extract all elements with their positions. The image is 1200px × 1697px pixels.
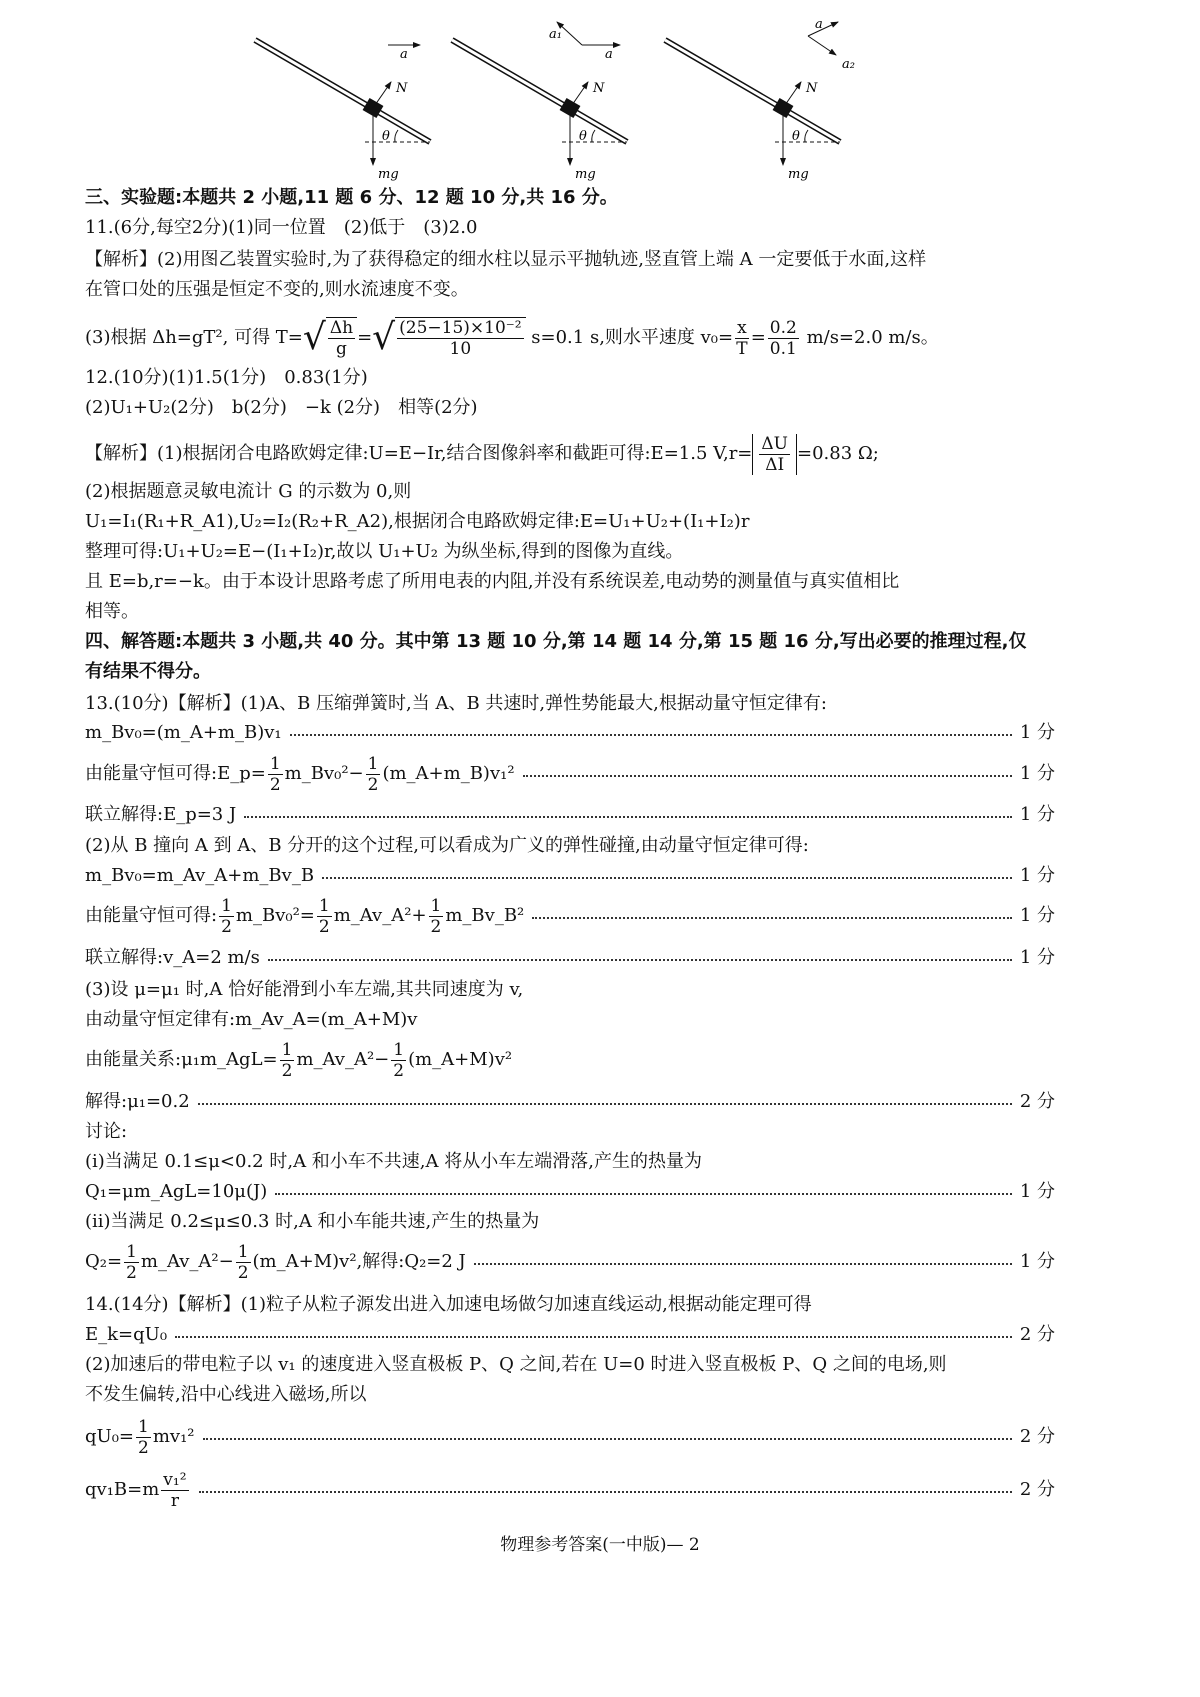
q13-step (85, 864, 1055, 888)
q11-analysis-line1: 【解析】(2)用图乙装置实验时,为了获得稳定的细水柱以显示平抛轨迹,竖直管上端 A 一定要低于水面,这样 (85, 249, 927, 270)
q13-step (85, 752, 1055, 796)
formula: 解得:μ₁=0.2 (85, 1091, 190, 1112)
q13-line16: (ⅱ)当满足 0.2≤μ≤0.3 时,A 和小车能共速,产生的热量为 (85, 1211, 540, 1232)
diagram-1 (255, 40, 430, 182)
q13-line1: 13.(10分)【解析】(1)A、B 压缩弹簧时,当 A、B 共速时,弹性势能最大,根据动量守恒定律有: (85, 693, 827, 714)
numerator: 1 (138, 1416, 149, 1437)
formula: m_Bv₀=m_Av_A+m_Bv_B (85, 865, 315, 886)
denominator: 2 (138, 1437, 149, 1458)
accel-a2-label: a₂ (842, 57, 855, 72)
denominator: 2 (126, 1262, 137, 1283)
section-4-heading-cont: 有结果不得分。 (85, 661, 211, 682)
q12-line4: 整理可得:U₁+U₂=E−(I₁+I₂)r,故以 U₁+U₂ 为纵坐标,得到的图像为直线。 (85, 541, 684, 562)
q11-formula (85, 316, 1055, 360)
denominator: 2 (367, 774, 379, 795)
q12-line3: U₁=I₁(R₁+R_A1),U₂=I₂(R₂+R_A2),根据闭合电路欧姆定律:E=U₁+U₂+(I₁+I₂)r (85, 511, 750, 532)
q11-answer: 11.(6分,每空2分)(1)同一位置 (2)低于 (3)2.0 (85, 217, 478, 238)
diagram-3 (665, 17, 855, 182)
text: Q₂= (85, 1251, 123, 1272)
score: 2 分 (1019, 1091, 1055, 1112)
accel-a1-label: a₁ (549, 27, 562, 42)
text: (3)根据 Δh=gT², 可得 T= (85, 327, 303, 348)
numerator: 1 (430, 895, 442, 916)
numerator: x (737, 317, 747, 338)
leader-dots (244, 816, 1012, 818)
normal-force-label: N (396, 81, 408, 96)
leader-dots (290, 734, 1012, 736)
text: s=0.1 s,则水平速度 v₀= (525, 327, 734, 348)
score: 1 分 (1019, 1251, 1055, 1272)
text: 由能量关系:μ₁m_AgL= (85, 1049, 278, 1070)
numerator: 1 (126, 1241, 137, 1262)
text: m_Bv₀²= (235, 905, 315, 926)
text: m_Av_A²+ (333, 905, 427, 926)
denominator: 2 (221, 916, 232, 937)
score: 1 分 (1019, 865, 1055, 886)
q14-line4: 不发生偏转,沿中心线进入磁场,所以 (85, 1384, 367, 1405)
q13-step (85, 946, 1055, 970)
leader-dots (198, 1103, 1012, 1105)
score: 2 分 (1019, 1324, 1055, 1345)
text: m_Bv₀²− (284, 763, 364, 784)
text: qU₀= (85, 1426, 134, 1447)
leader-dots (532, 917, 1012, 919)
text: (m_A+M)v² (408, 1049, 513, 1070)
numerator: 0.2 (769, 317, 797, 338)
q13-step (85, 1240, 1055, 1284)
sqrt: √ $\frac{\text{(25−15)×10⁻²}}{10}$ (372, 317, 525, 359)
numerator: 1 (269, 753, 281, 774)
numerator: ΔU (761, 433, 788, 454)
formula: Q₁=μm_AgL=10μ(J) (85, 1181, 268, 1202)
leader-dots (474, 1263, 1012, 1265)
accel-label: a (400, 47, 408, 62)
score: 2 分 (1019, 1426, 1055, 1447)
denominator: 2 (318, 916, 330, 937)
angle-label: θ (382, 129, 390, 144)
accel-label: a (815, 17, 823, 32)
q13-line11 (85, 1038, 1055, 1082)
leader-dots (199, 1491, 1012, 1493)
leader-dots (322, 877, 1012, 879)
denominator: g (336, 339, 347, 359)
numerator: 1 (367, 753, 379, 774)
score: 1 分 (1019, 1181, 1055, 1202)
numerator: v₁² (163, 1469, 187, 1490)
score: 1 分 (1019, 722, 1055, 743)
q14-line3: (2)加速后的带电粒子以 v₁ 的速度进入竖直极板 P、Q 之间,若在 U=0 时进入竖直极板 P、Q 之间的电场,则 (85, 1354, 947, 1375)
text: = (750, 327, 766, 348)
text: m_Bv_B² (445, 905, 525, 926)
text: m_Av_A²− (140, 1251, 234, 1272)
text: (m_A+m_B)v₁² (382, 763, 515, 784)
force-diagrams (0, 0, 1200, 185)
formula: 联立解得:v_A=2 m/s (85, 947, 260, 968)
text: = (357, 327, 373, 348)
q12-line2: (2)根据题意灵敏电流计 G 的示数为 0,则 (85, 481, 412, 502)
q13-step (85, 803, 1055, 827)
q13-step (85, 721, 1055, 745)
q14-step (85, 1415, 1055, 1459)
denominator: 2 (237, 1262, 249, 1283)
gravity-label: mg (378, 167, 399, 182)
gravity-label: mg (575, 167, 596, 182)
leader-dots (175, 1336, 1012, 1338)
denominator: T (736, 338, 748, 359)
formula: 联立解得:E_p=3 J (85, 804, 237, 825)
score: 1 分 (1019, 905, 1055, 926)
text: qv₁B=m (85, 1479, 160, 1500)
section-3-heading: 三、实验题:本题共 2 小题,11 题 6 分、12 题 10 分,共 16 分。 (85, 187, 618, 208)
numerator: 1 (237, 1241, 249, 1262)
q13-step (85, 894, 1055, 938)
denominator: r (170, 1490, 179, 1511)
q13-line14: (ⅰ)当满足 0.1≤μ<0.2 时,A 和小车不共速,A 将从小车左端滑落,产生的热量为 (85, 1151, 702, 1172)
text: (m_A+M)v²,解得:Q₂=2 J (252, 1251, 466, 1272)
q11-analysis-line2: 在管口处的压强是恒定不变的,则水流速度不变。 (85, 279, 469, 300)
q13-line10: 由动量守恒定律有:m_Av_A=(m_A+M)v (85, 1009, 418, 1030)
leader-dots (523, 775, 1012, 777)
normal-force-label: N (806, 81, 818, 96)
numerator: Δh (329, 318, 354, 338)
page-footer: 物理参考答案(一中版)— 2 (500, 1535, 700, 1555)
q14-step (85, 1323, 1055, 1347)
q14-line1: 14.(14分)【解析】(1)粒子从粒子源发出进入加速电场做匀加速直线运动,根据动能定理可得 (85, 1294, 812, 1315)
formula: m_Bv₀=(m_A+m_B)v₁ (85, 722, 282, 743)
q12-analysis-line1 (85, 432, 1055, 476)
leader-dots (275, 1193, 1012, 1195)
numerator: 1 (221, 895, 232, 916)
formula: E_k=qU₀ (85, 1324, 168, 1345)
text: =0.83 Ω; (797, 443, 879, 464)
q13-line9: (3)设 μ=μ₁ 时,A 恰好能滑到小车左端,其共同速度为 v, (85, 979, 524, 1000)
score: 1 分 (1019, 804, 1055, 825)
score: 1 分 (1019, 947, 1055, 968)
q12-line6: 相等。 (85, 601, 139, 622)
denominator: 0.1 (769, 338, 797, 359)
text: mv₁² (152, 1426, 195, 1447)
diagram-2 (452, 22, 627, 182)
score: 2 分 (1019, 1479, 1055, 1500)
score: 1 分 (1019, 763, 1055, 784)
denominator: 2 (430, 916, 442, 937)
q14-step (85, 1468, 1055, 1512)
numerator: 1 (281, 1039, 293, 1060)
text: 【解析】(1)根据闭合电路欧姆定律:U=E−Ir,结合图像斜率和截距可得:E=1.5 V,r= (85, 443, 753, 464)
gravity-label: mg (788, 167, 809, 182)
text: 由能量守恒可得: (85, 905, 218, 926)
denominator: 2 (281, 1060, 293, 1081)
denominator: 10 (449, 339, 472, 359)
q13-line5: (2)从 B 撞向 A 到 A、B 分开的这个过程,可以看成为广义的弹性碰撞,由动量守恒定律可得: (85, 835, 809, 856)
numerator: 1 (393, 1039, 405, 1060)
angle-label: θ (792, 129, 800, 144)
text: m/s=2.0 m/s。 (800, 327, 939, 348)
q13-step (85, 1090, 1055, 1114)
q12-answer2: (2)U₁+U₂(2分) b(2分) −k (2分) 相等(2分) (85, 397, 478, 418)
normal-force-label: N (593, 81, 605, 96)
accel-label: a (605, 47, 613, 62)
abs (752, 434, 797, 475)
text: m_Av_A²− (296, 1049, 390, 1070)
numerator: (25−15)×10⁻² (399, 318, 522, 338)
denominator: ΔI (765, 454, 785, 475)
q12-answer1: 12.(10分)(1)1.5(1分) 0.83(1分) (85, 367, 368, 388)
numerator: 1 (318, 895, 330, 916)
text: 由能量守恒可得:E_p= (85, 763, 266, 784)
q13-line13: 讨论: (85, 1121, 128, 1142)
sqrt: √ $\frac{\Delta h}{g}$ (303, 317, 357, 359)
denominator: 2 (269, 774, 281, 795)
leader-dots (203, 1438, 1012, 1440)
q12-line5: 且 E=b,r=−k。由于本设计思路考虑了所用电表的内阻,并没有系统误差,电动势的测量值与真实值相比 (85, 571, 900, 592)
section-4-heading: 四、解答题:本题共 3 小题,共 40 分。其中第 13 题 10 分,第 14 题 14 分,第 15 题 16 分,写出必要的推理过程,仅 (85, 631, 1027, 652)
q13-step (85, 1180, 1055, 1204)
leader-dots (268, 959, 1012, 961)
angle-label: θ (579, 129, 587, 144)
denominator: 2 (393, 1060, 405, 1081)
